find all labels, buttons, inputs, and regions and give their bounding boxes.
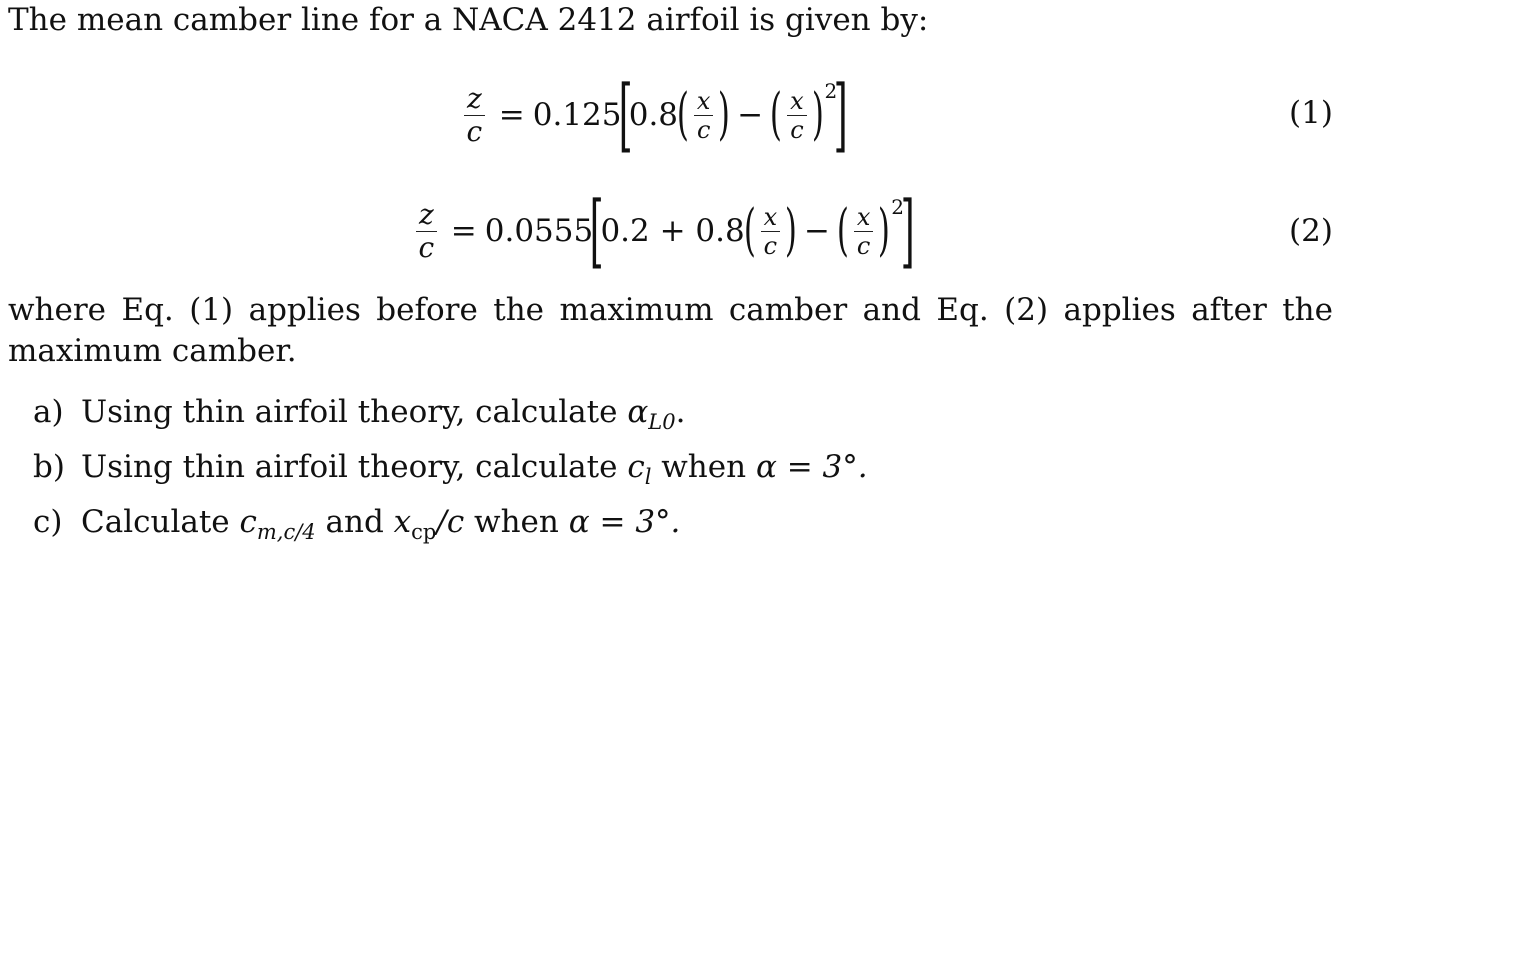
fraction-denominator: c xyxy=(763,231,778,260)
minus-sign: − xyxy=(737,97,764,133)
left-bracket: [ xyxy=(589,184,604,277)
right-bracket: ] xyxy=(900,184,915,277)
equals-sign: = xyxy=(450,213,477,249)
left-paren: ( xyxy=(743,198,756,263)
question-c xyxy=(33,504,680,544)
fraction-numerator: x xyxy=(761,205,781,232)
fraction-denominator: c xyxy=(696,115,711,144)
left-paren: ( xyxy=(770,82,783,147)
right-paren: ) xyxy=(878,198,891,263)
exponent: 2 xyxy=(824,79,838,103)
connector-text: when xyxy=(464,504,569,540)
subscript: L0 xyxy=(648,410,676,435)
right-paren: ) xyxy=(785,198,798,263)
connector-text: when xyxy=(651,449,756,485)
xcp-symbol: x xyxy=(393,504,412,540)
period: . xyxy=(675,394,686,430)
equation-1 xyxy=(458,68,848,161)
lhs-denominator: c xyxy=(418,230,435,264)
lhs-numerator: z xyxy=(464,85,485,116)
fraction-numerator: x xyxy=(854,205,874,232)
connector-text: and xyxy=(315,504,394,540)
subscript: l xyxy=(644,465,652,490)
question-text: Calculate xyxy=(81,504,240,540)
coefficient: 0.0555 xyxy=(484,213,594,249)
fraction-numerator: x xyxy=(787,89,807,116)
cm-symbol: c xyxy=(239,504,257,540)
x-over-c-fraction xyxy=(694,86,714,144)
lhs-denominator: c xyxy=(466,114,483,148)
subscript: m,c/4 xyxy=(256,520,316,545)
condition: α = 3°. xyxy=(755,449,868,485)
equation-1-label: (1) xyxy=(1289,95,1333,131)
x-over-c-fraction xyxy=(787,86,807,144)
linear-coefficient: 0.8 xyxy=(628,97,679,133)
minus-sign: − xyxy=(804,213,830,249)
question-label: a) xyxy=(33,394,64,430)
exponent: 2 xyxy=(891,195,904,219)
equation-2-label: (2) xyxy=(1289,213,1333,249)
right-paren: ) xyxy=(718,82,731,147)
subscript: cp xyxy=(411,520,437,545)
cl-symbol: c xyxy=(627,449,645,485)
fraction-denominator: c xyxy=(790,115,804,144)
x-over-c-fraction xyxy=(761,202,781,260)
lhs-numerator: z xyxy=(416,201,437,232)
right-paren: ) xyxy=(811,82,824,147)
question-label: c) xyxy=(33,504,63,540)
left-bracket: [ xyxy=(618,68,633,161)
equals-sign: = xyxy=(498,97,525,133)
condition: α = 3°. xyxy=(568,504,681,540)
alpha-symbol: α xyxy=(627,394,649,430)
lhs-fraction xyxy=(464,81,485,148)
description-paragraph: where Eq. (1) applies before the maximum camber and Eq. (2) applies after the maximum camber. xyxy=(8,292,1333,369)
over-c: /c xyxy=(436,504,465,540)
left-paren: ( xyxy=(676,82,689,147)
question-label: b) xyxy=(33,449,65,485)
x-over-c-fraction xyxy=(854,202,874,260)
intro-text: The mean camber line for a NACA 2412 airfoil is given by: xyxy=(8,2,929,38)
question-text: Using thin airfoil theory, calculate xyxy=(81,394,628,430)
left-paren: ( xyxy=(836,198,849,263)
question-b xyxy=(33,449,868,489)
fraction-numerator: x xyxy=(694,89,714,116)
lhs-fraction xyxy=(416,197,437,264)
question-text: Using thin airfoil theory, calculate xyxy=(81,449,628,485)
right-bracket: ] xyxy=(833,68,848,161)
question-a xyxy=(33,394,685,434)
constant-and-linear-terms: 0.2 + 0.8 xyxy=(600,213,745,249)
equation-2 xyxy=(410,184,915,277)
coefficient: 0.125 xyxy=(532,97,622,133)
fraction-denominator: c xyxy=(856,231,871,260)
